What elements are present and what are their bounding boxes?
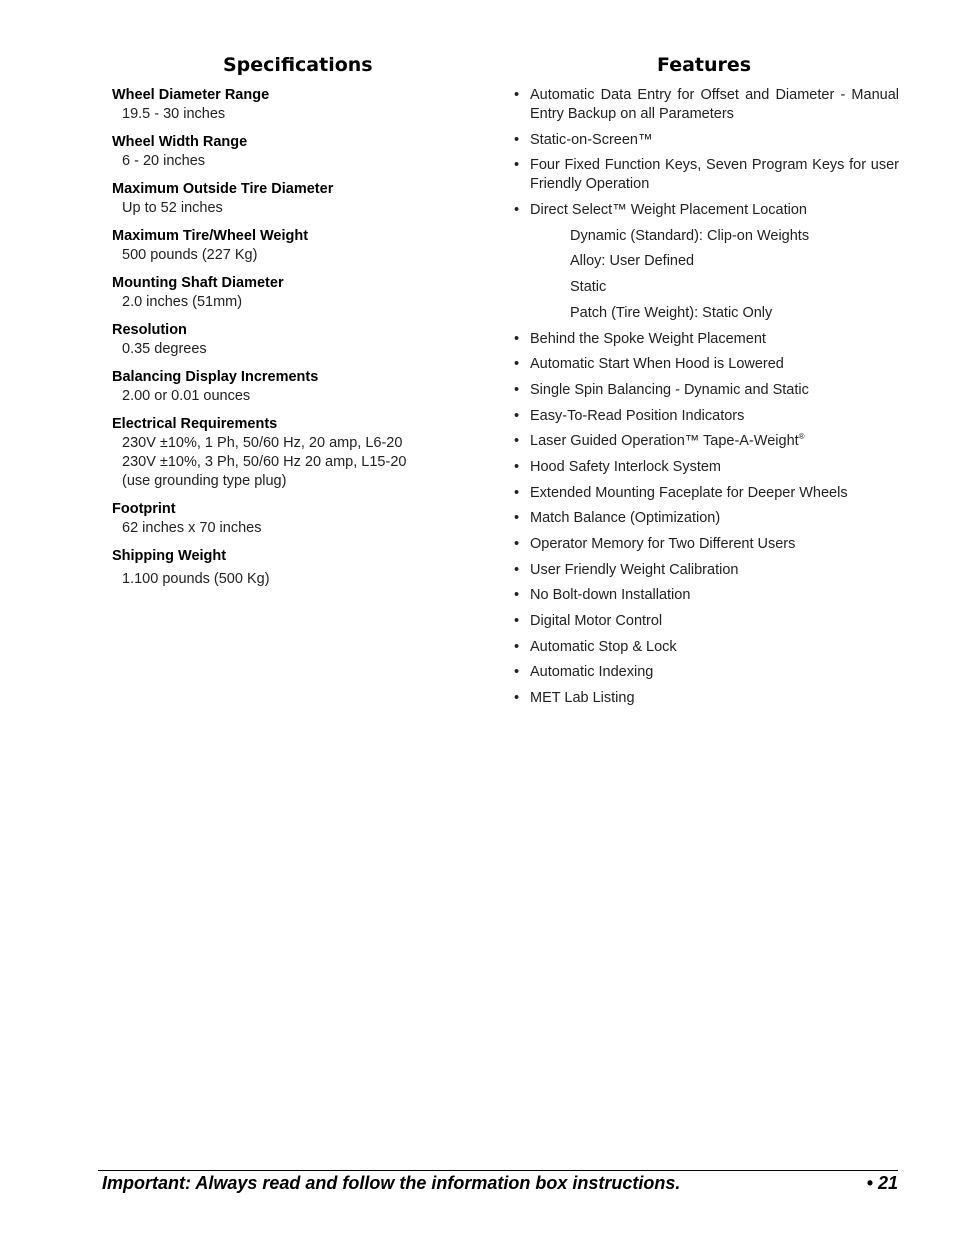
spec-value: 500 pounds (227 Kg) (122, 247, 258, 263)
spec-item (112, 274, 492, 312)
feature-text: Operator Memory for Two Different Users (530, 536, 796, 552)
feature-sub-item (513, 227, 899, 246)
feature-text: Four Fixed Function Keys, Seven Program Keys for user Friendly Operation (530, 157, 899, 193)
spec-item (112, 133, 492, 171)
spec-value: 62 inches x 70 inches (122, 520, 262, 536)
feature-item (513, 381, 899, 400)
feature-text: Extended Mounting Faceplate for Deeper Wheels (530, 484, 848, 501)
spec-item (112, 368, 492, 406)
specifications-column (112, 52, 492, 598)
footer-divider (98, 1170, 898, 1171)
spec-value: Up to 52 inches (122, 200, 223, 216)
spec-value: 1.100 pounds (500 Kg) (122, 571, 270, 587)
feature-item (513, 201, 899, 220)
feature-item (513, 612, 899, 631)
features-heading: Features (657, 54, 752, 76)
feature-text: Behind the Spoke Weight Placement (530, 330, 766, 347)
feature-text: Automatic Indexing (530, 664, 654, 681)
feature-item (513, 484, 899, 503)
spec-label: Footprint (112, 501, 176, 517)
feature-item (513, 330, 899, 349)
feature-item (513, 86, 899, 124)
specifications-list (112, 86, 492, 589)
feature-text: Automatic Data Entry for Offset and Diameter - Manual Entry Backup on all Parameters (530, 87, 899, 122)
spec-value: 2.00 or 0.01 ounces (122, 388, 251, 404)
feature-text: Single Spin Balancing - Dynamic and Static (530, 381, 809, 398)
spec-item (112, 500, 492, 538)
feature-sub-item (513, 252, 899, 271)
feature-item (513, 432, 899, 451)
feature-sub-item (513, 304, 899, 323)
feature-text: Dynamic (Standard): Clip-on Weights (570, 227, 810, 244)
spec-label: Balancing Display Increments (112, 369, 319, 385)
spec-value: 19.5 - 30 inches (122, 106, 226, 122)
feature-text: Direct Select™ Weight Placement Location (530, 202, 807, 219)
feature-text: Automatic Start When Hood is Lowered (530, 356, 784, 373)
spec-item (112, 547, 492, 589)
spec-label: Electrical Requirements (112, 416, 278, 432)
feature-text: Match Balance (Optimization) (530, 510, 721, 527)
spec-label: Wheel Width Range (112, 134, 248, 150)
feature-item (513, 131, 899, 150)
spec-value: 230V ±10%, 3 Ph, 50/60 Hz 20 amp, L15-20 (122, 454, 407, 470)
feature-text: Digital Motor Control (530, 613, 663, 630)
feature-text: No Bolt-down Installation (530, 587, 691, 604)
footer-notice: Important: Always read and follow the information box instructions. (102, 1173, 681, 1193)
spec-value: 2.0 inches (51mm) (122, 294, 243, 310)
features-list (513, 86, 899, 708)
feature-text: Patch (Tire Weight): Static Only (570, 304, 773, 321)
feature-item (513, 663, 899, 682)
page-number: • 21 (866, 1173, 898, 1193)
spec-label: Wheel Diameter Range (112, 87, 270, 103)
spec-value: (use grounding type plug) (122, 473, 287, 489)
spec-label: Shipping Weight (112, 548, 227, 564)
feature-item (513, 355, 899, 374)
spec-label: Maximum Outside Tire Diameter (112, 181, 334, 197)
spec-item (112, 415, 492, 491)
spec-item (112, 321, 492, 359)
feature-sub-item (513, 278, 899, 297)
feature-item (513, 407, 899, 426)
feature-text: Automatic Stop & Lock (530, 638, 677, 655)
feature-text: Laser Guided Operation™ Tape-A-Weight (530, 433, 799, 450)
feature-item (513, 689, 899, 708)
spec-label: Resolution (112, 322, 187, 338)
feature-text: Static-on-Screen™ (530, 131, 653, 148)
features-column (513, 52, 899, 715)
feature-item (513, 509, 899, 528)
feature-item (513, 586, 899, 605)
spec-item (112, 86, 492, 124)
feature-item (513, 156, 899, 194)
feature-text: User Friendly Weight Calibration (530, 561, 739, 578)
feature-text: Hood Safety Interlock System (530, 458, 721, 475)
feature-text: MET Lab Listing (530, 690, 635, 707)
feature-text: Easy-To-Read Position Indicators (530, 407, 745, 424)
specifications-heading: Specifications (223, 54, 373, 76)
spec-item (112, 180, 492, 218)
registered-mark: ® (798, 432, 805, 442)
feature-text: Alloy: User Defined (570, 253, 695, 270)
spec-label: Mounting Shaft Diameter (112, 275, 284, 291)
feature-item (513, 458, 899, 477)
spec-value: 230V ±10%, 1 Ph, 50/60 Hz, 20 amp, L6-20 (122, 435, 403, 451)
spec-value: 0.35 degrees (122, 341, 207, 357)
spec-value: 6 - 20 inches (122, 153, 206, 169)
feature-text: Static (570, 279, 607, 296)
feature-item (513, 535, 899, 554)
feature-item (513, 561, 899, 580)
spec-item (112, 227, 492, 265)
spec-label: Maximum Tire/Wheel Weight (112, 228, 309, 244)
feature-item (513, 638, 899, 657)
